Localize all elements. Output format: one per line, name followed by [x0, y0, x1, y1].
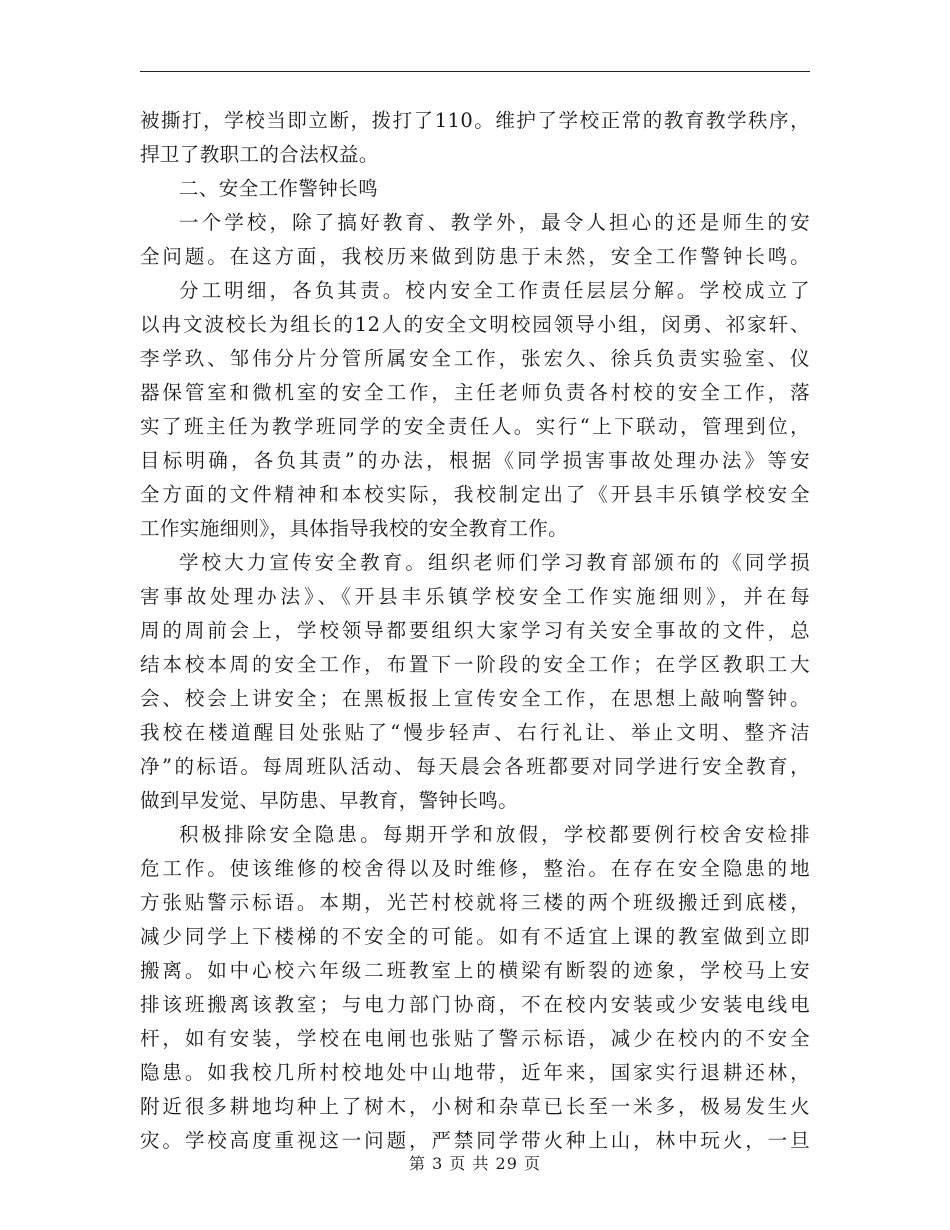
text-line: 目标明确，各负其责”的办法，根据《同学损害事故处理办法》等安: [140, 449, 810, 472]
text-line: 一个学校，除了搞好教育、教学外，最令人担心的还是师生的安: [179, 211, 810, 234]
header-rule: [140, 71, 810, 72]
text-line: 净”的标语。每周班队活动、每天晨会各班都要对同学进行安全教育，: [140, 755, 810, 778]
text-line: 分工明细，各负其责。校内安全工作责任层层分解。学校成立了: [179, 279, 810, 302]
document-body: [140, 104, 810, 1158]
text-line: 减少同学上下楼梯的不安全的可能。如有不适宜上课的教室做到立即: [140, 925, 810, 948]
text-line: 二、安全工作警钟长鸣: [179, 177, 379, 200]
text-line: 周的周前会上，学校领导都要组织大家学习有关安全事故的文件，总: [140, 619, 810, 642]
text-line: 搬离。如中心校六年级二班教室上的横梁有断裂的迹象，学校马上安: [140, 959, 810, 982]
text-line: 灾。学校高度重视这一问题，严禁同学带火种上山，林中玩火，一旦: [140, 1129, 810, 1152]
text-line: 以冉文波校长为组长的12人的安全文明校园领导小组，闵勇、祁家轩、: [140, 313, 810, 336]
text-line: 结本校本周的安全工作，布置下一阶段的安全工作；在学区教职工大: [140, 653, 810, 676]
text-line: 做到早发觉、早防患、早教育，警钟长鸣。: [140, 789, 519, 812]
text-line: 我校在楼道醒目处张贴了“慢步轻声、右行礼让、举止文明、整齐洁: [140, 721, 810, 744]
text-line: 工作实施细则》，具体指导我校的安全教育工作。: [140, 517, 569, 540]
text-line: 实了班主任为教学班同学的安全责任人。实行“上下联动，管理到位，: [140, 415, 810, 438]
page-footer: 第 3 页 共 29 页: [409, 1154, 541, 1173]
text-line: 积极排除安全隐患。每期开学和放假，学校都要例行校舍安检排: [179, 823, 810, 846]
text-line: 危工作。使该维修的校舍得以及时维修，整治。在存在安全隐患的地: [140, 857, 810, 880]
text-line: 杆，如有安装，学校在电闸也张贴了警示标语，减少在校内的不安全: [140, 1027, 810, 1050]
text-line: 隐患。如我校几所村校地处中山地带，近年来，国家实行退耕还林，: [140, 1061, 810, 1084]
text-line: 器保管室和微机室的安全工作，主任老师负责各村校的安全工作，落: [140, 381, 810, 404]
text-line: 附近很多耕地均种上了树木，小树和杂草已长至一米多，极易发生火: [140, 1095, 810, 1118]
text-line: 方张贴警示标语。本期，光芒村校就将三楼的两个班级搬迁到底楼，: [140, 891, 810, 914]
text-line: 李学玖、邹伟分片分管所属安全工作，张宏久、徐兵负责实验室、仪: [140, 347, 810, 370]
text-line: 全方面的文件精神和本校实际，我校制定出了《开县丰乐镇学校安全: [140, 483, 810, 506]
text-line: 全问题。在这方面，我校历来做到防患于未然，安全工作警钟长鸣。: [140, 245, 810, 268]
text-line: 会、校会上讲安全；在黑板报上宣传安全工作，在思想上敲响警钟。: [140, 687, 810, 710]
text-line: 被撕打，学校当即立断，拨打了110。维护了学校正常的教育教学秩序，: [140, 109, 810, 132]
text-line: 害事故处理办法》、《开县丰乐镇学校安全工作实施细则》，并在每: [140, 585, 810, 608]
text-line: 捍卫了教职工的合法权益。: [140, 143, 379, 166]
text-line: 排该班搬离该教室；与电力部门协商，不在校内安装或少安装电线电: [140, 993, 810, 1016]
text-line: 学校大力宣传安全教育。组织老师们学习教育部颁布的《同学损: [179, 551, 810, 574]
